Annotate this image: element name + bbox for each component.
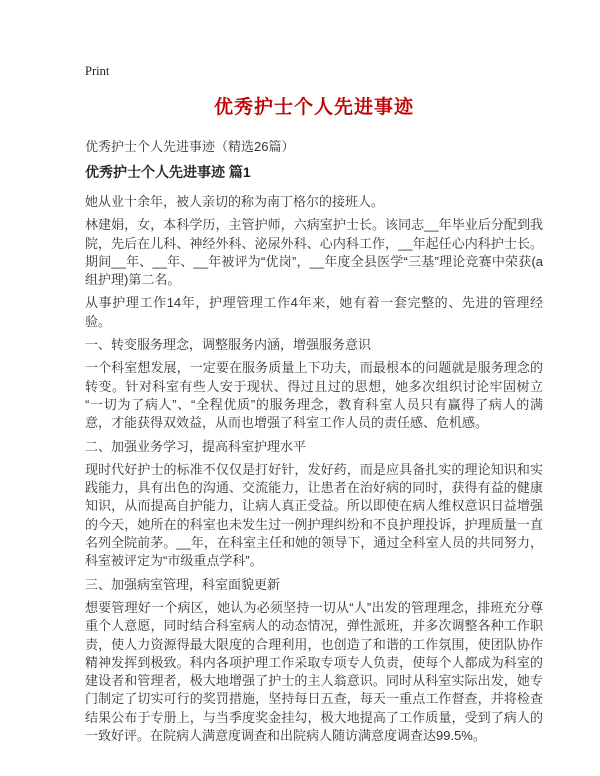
- paragraph: 现时代好护士的标准不仅仅是打好针，发好药，而是应具备扎实的理论知识和实践能力，具有出色的沟通、交流能力，让患者在治好病的同时，获得有益的健康知识，从而提高自护能力，让病人真正受益。所以即使在病人维权意识日益增强的今天，她所在的科室也未发生过一例护理纠纷和不良护理投诉，护理质量一直名列全院前茅。__年，在科室主任和她的领导下，通过全科室人员的共同努力，科室被评定为“市级重点学科”。: [85, 461, 543, 569]
- toolbar: [85, 62, 543, 80]
- paragraph: 想要管理好一个病区，她认为必须坚持一切从“人”出发的管理理念，排班充分尊重个人意愿，同时结合科室病人的动态情况，弹性派班，并多次调整各种工作职责，使人力资源得最大限度的合理利用，也创造了和谐的工作氛围，使团队协作精神发挥到极致。科内各项护理工作采取专项专人负责，使每个人都成为科室的建设者和管理者，极大地增强了护士的主人翁意识。同时从科室实际出发，她专门制定了切实可行的奖罚措施，坚持每日五查，每天一重点工作督查，并将检查结果公布于专册上，与当季度奖金挂勾，极大地提高了工作质量，受到了病人的一致好评。在院病人满意度调查和出院病人随访满意度调查达99.5%。: [85, 599, 543, 744]
- paragraph: 一个科室想发展，一定要在服务质量上下功夫，而最根本的问题就是服务理念的转变。针对科室有些人安于现状、得过且过的思想，她多次组织讨论牢固树立“一切为了病人”、“全程优质”的服务理念，教育科室人员只有赢得了病人的满意，才能获得双效益，从而也增强了科室工作人员的责任感、危机感。: [85, 360, 543, 431]
- paragraph: 林建娟，女，本科学历，主管护师，六病室护士长。该同志__年毕业后分配到我院，先后在儿科、神经外科、泌尿外科、心内科工作，__年起任心内科护士长。期间__年、__年、__年被评为“优岗”，__年度全县医学“三基”理论竞赛中荣获(a组护理)第二名。: [85, 217, 543, 288]
- paragraph: 从事护理工作14年，护理管理工作4年来，她有着一套完整的、先进的管理经验。: [85, 295, 543, 329]
- section-heading-2: 二、加强业务学习，提高科室护理水平: [85, 438, 307, 454]
- document-title: 优秀护士个人先进事迹: [213, 97, 414, 118]
- print-button[interactable]: Print: [85, 64, 110, 78]
- part-heading: 优秀护士个人先进事迹 篇1: [85, 164, 251, 180]
- document-subtitle: 优秀护士个人先进事迹（精选26篇）: [85, 139, 295, 154]
- paragraph: 她从业十余年，被人亲切的称为南丁格尔的接班人。: [85, 194, 385, 209]
- section-heading-3: 三、加强病室管理，科室面貌更新: [85, 576, 281, 592]
- section-heading-1: 一、转变服务理念，调整服务内涵，增强服务意识: [85, 337, 372, 353]
